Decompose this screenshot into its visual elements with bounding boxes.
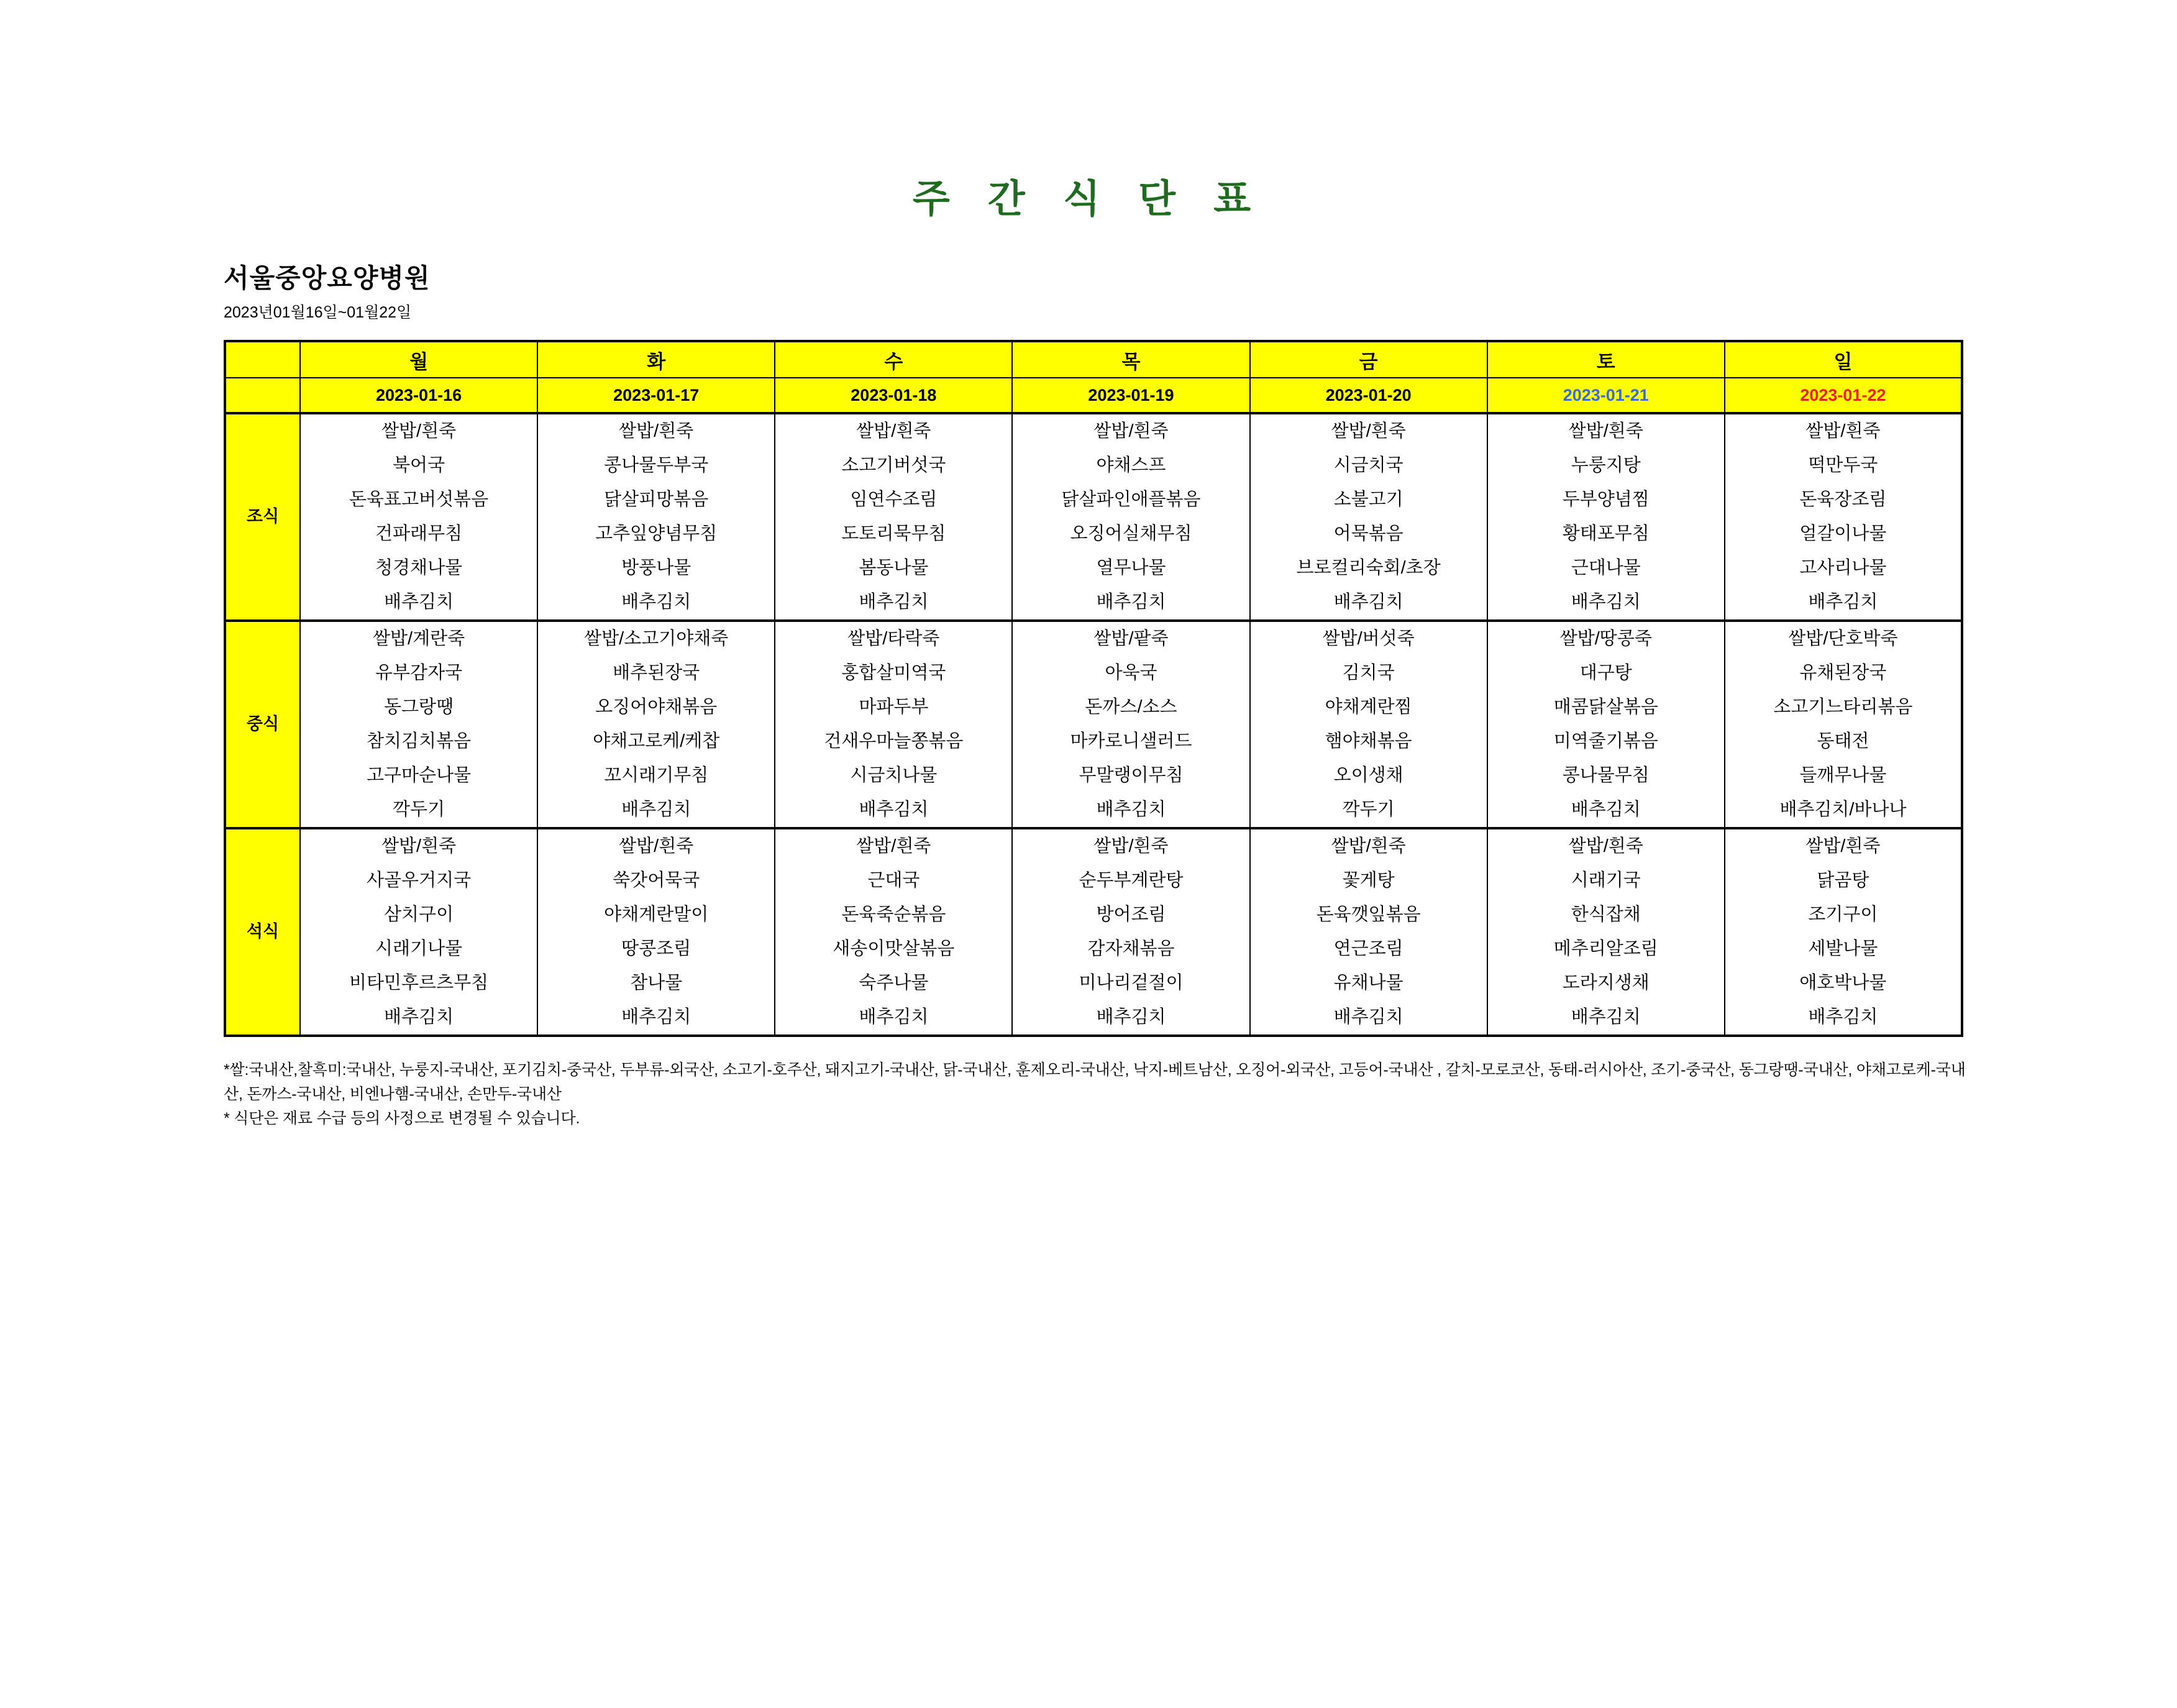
- menu-item: 쌀밥/흰죽: [1805, 421, 1881, 442]
- menu-item: 배추김치: [1096, 592, 1166, 613]
- menu-item: 배추김치/바나나: [1779, 800, 1907, 820]
- menu-item: 쌀밥/흰죽: [1568, 421, 1643, 442]
- menu-item: 배추김치: [1333, 1007, 1403, 1028]
- menu-item: 두부양념찜: [1562, 490, 1650, 510]
- menu-cell-breakfast-fri: [1250, 413, 1487, 621]
- day-header-thu: 목: [1012, 341, 1249, 378]
- menu-item: 쌀밥/흰죽: [619, 836, 694, 857]
- menu-item: 배추김치: [1808, 1007, 1878, 1028]
- menu-item: 야채계란찜: [1325, 697, 1412, 718]
- weekly-menu-table: [224, 340, 1963, 1037]
- menu-cell-lunch-wed: [775, 621, 1012, 828]
- date-header-sun: 2023-01-22: [1725, 378, 1962, 413]
- menu-item: 배추김치: [384, 1007, 454, 1028]
- menu-item: 무말랭이무침: [1079, 765, 1184, 786]
- meal-label-lunch: 중식: [225, 621, 300, 828]
- menu-item: 감자채볶음: [1087, 939, 1175, 959]
- menu-item: 배추김치: [1571, 592, 1641, 613]
- meal-label-breakfast: 조식: [225, 413, 300, 621]
- menu-item: 떡만두국: [1808, 455, 1878, 476]
- menu-item: 방어조림: [1096, 905, 1166, 925]
- menu-item: 야채고로케/케찹: [593, 731, 720, 752]
- menu-item: 땅콩조림: [621, 939, 691, 959]
- menu-item: 근대나물: [1571, 558, 1641, 578]
- menu-item: 소고기버섯국: [841, 455, 946, 476]
- menu-item: 건파래무침: [375, 524, 463, 544]
- menu-item: 쌀밥/흰죽: [381, 836, 457, 857]
- menu-item: 누룽지탕: [1571, 455, 1641, 476]
- menu-item: 배추김치: [621, 800, 691, 820]
- menu-item: 야채스프: [1096, 455, 1166, 476]
- menu-item: 오징어실채무침: [1070, 524, 1192, 544]
- menu-item: 한식잡채: [1571, 905, 1641, 925]
- menu-item: 쑥갓어묵국: [613, 870, 700, 891]
- menu-item: 배추김치: [1571, 1007, 1641, 1028]
- menu-item: 동태전: [1817, 731, 1869, 752]
- menu-item: 조기구이: [1808, 905, 1878, 925]
- menu-item: 배추김치: [1333, 592, 1403, 613]
- hospital-name: 서울중앙요양병원: [224, 263, 431, 293]
- menu-item: 닭살파인애플볶음: [1061, 490, 1201, 510]
- date-range: 2023년01월16일~01월22일: [224, 304, 412, 322]
- menu-item: 쌀밥/흰죽: [1805, 836, 1881, 857]
- menu-item: 돈육죽순볶음: [841, 905, 946, 925]
- menu-item: 아욱국: [1105, 663, 1157, 683]
- menu-item: 꼬시래기무침: [604, 765, 709, 786]
- menu-item: 순두부계란탕: [1079, 870, 1184, 891]
- menu-item: 햄야채볶음: [1325, 731, 1412, 752]
- menu-item: 쌀밥/흰죽: [1568, 836, 1643, 857]
- menu-item: 들깨무나물: [1799, 765, 1887, 786]
- menu-item: 봄동나물: [859, 558, 929, 578]
- menu-item: 참치김치볶음: [367, 731, 472, 752]
- date-header-sat: 2023-01-21: [1487, 378, 1725, 413]
- menu-cell-dinner-thu: [1012, 828, 1249, 1036]
- menu-cell-dinner-sun: [1725, 828, 1962, 1036]
- menu-item: 쌀밥/흰죽: [1093, 836, 1169, 857]
- menu-item: 쌀밥/계란죽: [373, 629, 465, 649]
- meal-row-lunch: [225, 621, 1962, 828]
- menu-cell-dinner-sat: [1487, 828, 1725, 1036]
- menu-cell-breakfast-wed: [775, 413, 1012, 621]
- menu-item: 임연수조림: [850, 490, 938, 510]
- menu-item: 배추김치: [1571, 800, 1641, 820]
- meal-row-breakfast: [225, 413, 1962, 621]
- menu-cell-dinner-tue: [537, 828, 775, 1036]
- table-corner-2: [225, 378, 300, 413]
- menu-cell-breakfast-sat: [1487, 413, 1725, 621]
- menu-item: 어묵볶음: [1333, 524, 1403, 544]
- menu-item: 닭곰탕: [1817, 870, 1869, 891]
- menu-item: 유채된장국: [1799, 663, 1887, 683]
- menu-item: 쌀밥/흰죽: [856, 836, 931, 857]
- meal-row-dinner: [225, 828, 1962, 1036]
- menu-item: 쌀밥/타락죽: [847, 629, 940, 649]
- date-header-mon: 2023-01-16: [300, 378, 537, 413]
- day-header-tue: 화: [537, 341, 775, 378]
- menu-item: 마카로니샐러드: [1070, 731, 1192, 752]
- menu-item: 유부감자국: [375, 663, 463, 683]
- menu-item: 쌀밥/흰죽: [1331, 836, 1406, 857]
- menu-item: 삼치구이: [384, 905, 454, 925]
- date-header-tue: 2023-01-17: [537, 378, 775, 413]
- menu-item: 근대국: [867, 870, 920, 891]
- menu-item: 배추김치: [1808, 592, 1878, 613]
- menu-item: 배추김치: [859, 592, 929, 613]
- menu-item: 배추된장국: [613, 663, 700, 683]
- menu-item: 숙주나물: [859, 973, 929, 993]
- menu-item: 동그랑땡: [384, 697, 454, 718]
- menu-item: 배추김치: [384, 592, 454, 613]
- menu-item: 메추리알조림: [1553, 939, 1658, 959]
- day-header-sun: 일: [1725, 341, 1962, 378]
- menu-item: 깍두기: [1342, 800, 1395, 820]
- menu-cell-dinner-fri: [1250, 828, 1487, 1036]
- menu-cell-dinner-mon: [300, 828, 537, 1036]
- menu-item: 야채계란말이: [604, 905, 709, 925]
- meal-label-dinner: 석식: [225, 828, 300, 1036]
- day-header-wed: 수: [775, 341, 1012, 378]
- menu-item: 쌀밥/소고기야채죽: [584, 629, 729, 649]
- menu-item: 쌀밥/흰죽: [1093, 421, 1169, 442]
- menu-item: 새송이맛살볶음: [833, 939, 955, 959]
- menu-item: 미역줄기볶음: [1553, 731, 1658, 752]
- menu-item: 매콤닭살볶음: [1553, 697, 1658, 718]
- menu-item: 배추김치: [621, 1007, 691, 1028]
- menu-item: 연근조림: [1333, 939, 1403, 959]
- menu-item: 애호박나물: [1799, 973, 1887, 993]
- menu-item: 시금치나물: [850, 765, 938, 786]
- menu-item: 얼갈이나물: [1799, 524, 1887, 544]
- menu-item: 배추김치: [1096, 1007, 1166, 1028]
- menu-item: 꽃게탕: [1342, 870, 1395, 891]
- day-header-fri: 금: [1250, 341, 1487, 378]
- menu-item: 열무나물: [1096, 558, 1166, 578]
- day-header-sat: 토: [1487, 341, 1725, 378]
- menu-item: 북어국: [393, 455, 445, 476]
- menu-item: 배추김치: [1096, 800, 1166, 820]
- origin-note: *쌀:국내산,찰흑미:국내산, 누룽지-국내산, 포기김치-중국산, 두부류-외국산, 소고기-호주산, 돼지고기-국내산, 닭-국내산, 훈제오리-국내산, 낙지-베트남산, 오징어-외국산, 고등어-국내산 , 갈치-모로코산, 동태-러시아산, 조기-중국산, 동그랑땡-국내산, 야채고로케-국내산, 돈까스-국내산, 비엔나햄-국내산, 손만두-국내산: [224, 1061, 1966, 1103]
- menu-item: 쌀밥/흰죽: [1331, 421, 1406, 442]
- menu-cell-breakfast-mon: [300, 413, 537, 621]
- footer-notes: [224, 1058, 1982, 1130]
- menu-item: 대구탕: [1579, 663, 1632, 683]
- menu-item: 오이생채: [1333, 765, 1403, 786]
- hospital-block: [224, 264, 2177, 322]
- menu-item: 배추김치: [859, 800, 929, 820]
- menu-item: 돈육표고버섯볶음: [349, 490, 489, 510]
- menu-cell-breakfast-sun: [1725, 413, 1962, 621]
- menu-item: 참나물: [630, 973, 683, 993]
- menu-item: 김치국: [1342, 663, 1395, 683]
- menu-cell-breakfast-thu: [1012, 413, 1249, 621]
- menu-item: 고구마순나물: [367, 765, 472, 786]
- menu-cell-lunch-sun: [1725, 621, 1962, 828]
- date-header-row: [225, 378, 1962, 413]
- page-title: 주 간 식 단 표: [912, 178, 1265, 221]
- menu-item: 시래기나물: [375, 939, 463, 959]
- disclaimer-note: * 식단은 재료 수급 등의 사정으로 변경될 수 있습니다.: [224, 1109, 580, 1127]
- menu-cell-lunch-tue: [537, 621, 775, 828]
- menu-item: 쌀밥/단호박죽: [1788, 629, 1898, 649]
- menu-page: [0, 168, 2177, 1708]
- menu-item: 쌀밥/땅콩죽: [1559, 629, 1652, 649]
- menu-item: 돈까스/소스: [1085, 697, 1177, 718]
- date-header-wed: 2023-01-18: [775, 378, 1012, 413]
- menu-item: 배추김치: [621, 592, 691, 613]
- date-header-fri: 2023-01-20: [1250, 378, 1487, 413]
- menu-item: 콩나물무침: [1562, 765, 1650, 786]
- menu-item: 돈육깻잎볶음: [1316, 905, 1421, 925]
- menu-item: 도라지생채: [1562, 973, 1650, 993]
- menu-item: 쌀밥/버섯죽: [1322, 629, 1415, 649]
- menu-item: 유채나물: [1333, 973, 1403, 993]
- menu-item: 브로컬리숙회/초장: [1296, 558, 1441, 578]
- menu-item: 세발나물: [1808, 939, 1878, 959]
- menu-cell-dinner-wed: [775, 828, 1012, 1036]
- table-corner: [225, 341, 300, 378]
- menu-item: 고사리나물: [1799, 558, 1887, 578]
- menu-item: 쌀밥/흰죽: [856, 421, 931, 442]
- menu-cell-lunch-thu: [1012, 621, 1249, 828]
- menu-item: 사골우거지국: [367, 870, 472, 891]
- menu-item: 소고기느타리볶음: [1773, 697, 1913, 718]
- menu-item: 닭살피망볶음: [604, 490, 709, 510]
- menu-cell-lunch-mon: [300, 621, 537, 828]
- menu-cell-lunch-sat: [1487, 621, 1725, 828]
- menu-item: 시금치국: [1333, 455, 1403, 476]
- menu-item: 쌀밥/팥죽: [1093, 629, 1169, 649]
- date-header-thu: 2023-01-19: [1012, 378, 1249, 413]
- menu-item: 깍두기: [393, 800, 445, 820]
- menu-item: 소불고기: [1333, 490, 1403, 510]
- menu-item: 고추잎양념무침: [595, 524, 718, 544]
- menu-item: 청경채나물: [375, 558, 463, 578]
- menu-item: 배추김치: [859, 1007, 929, 1028]
- menu-item: 미나리겉절이: [1079, 973, 1184, 993]
- menu-item: 시래기국: [1571, 870, 1641, 891]
- day-header-mon: 월: [300, 341, 537, 378]
- menu-cell-breakfast-tue: [537, 413, 775, 621]
- menu-item: 도토리묵무침: [841, 524, 946, 544]
- menu-item: 홍합살미역국: [841, 663, 946, 683]
- menu-cell-lunch-fri: [1250, 621, 1487, 828]
- menu-item: 황태포무침: [1562, 524, 1650, 544]
- day-header-row: [225, 341, 1962, 378]
- menu-item: 쌀밥/흰죽: [619, 421, 694, 442]
- menu-item: 쌀밥/흰죽: [381, 421, 457, 442]
- menu-item: 방풍나물: [621, 558, 691, 578]
- menu-item: 돈육장조림: [1799, 490, 1887, 510]
- menu-item: 콩나물두부국: [604, 455, 709, 476]
- menu-item: 비타민후르츠무침: [349, 973, 489, 993]
- menu-item: 건새우마늘쫑볶음: [824, 731, 964, 752]
- menu-item: 오징어야채볶음: [595, 697, 718, 718]
- menu-item: 마파두부: [859, 697, 929, 718]
